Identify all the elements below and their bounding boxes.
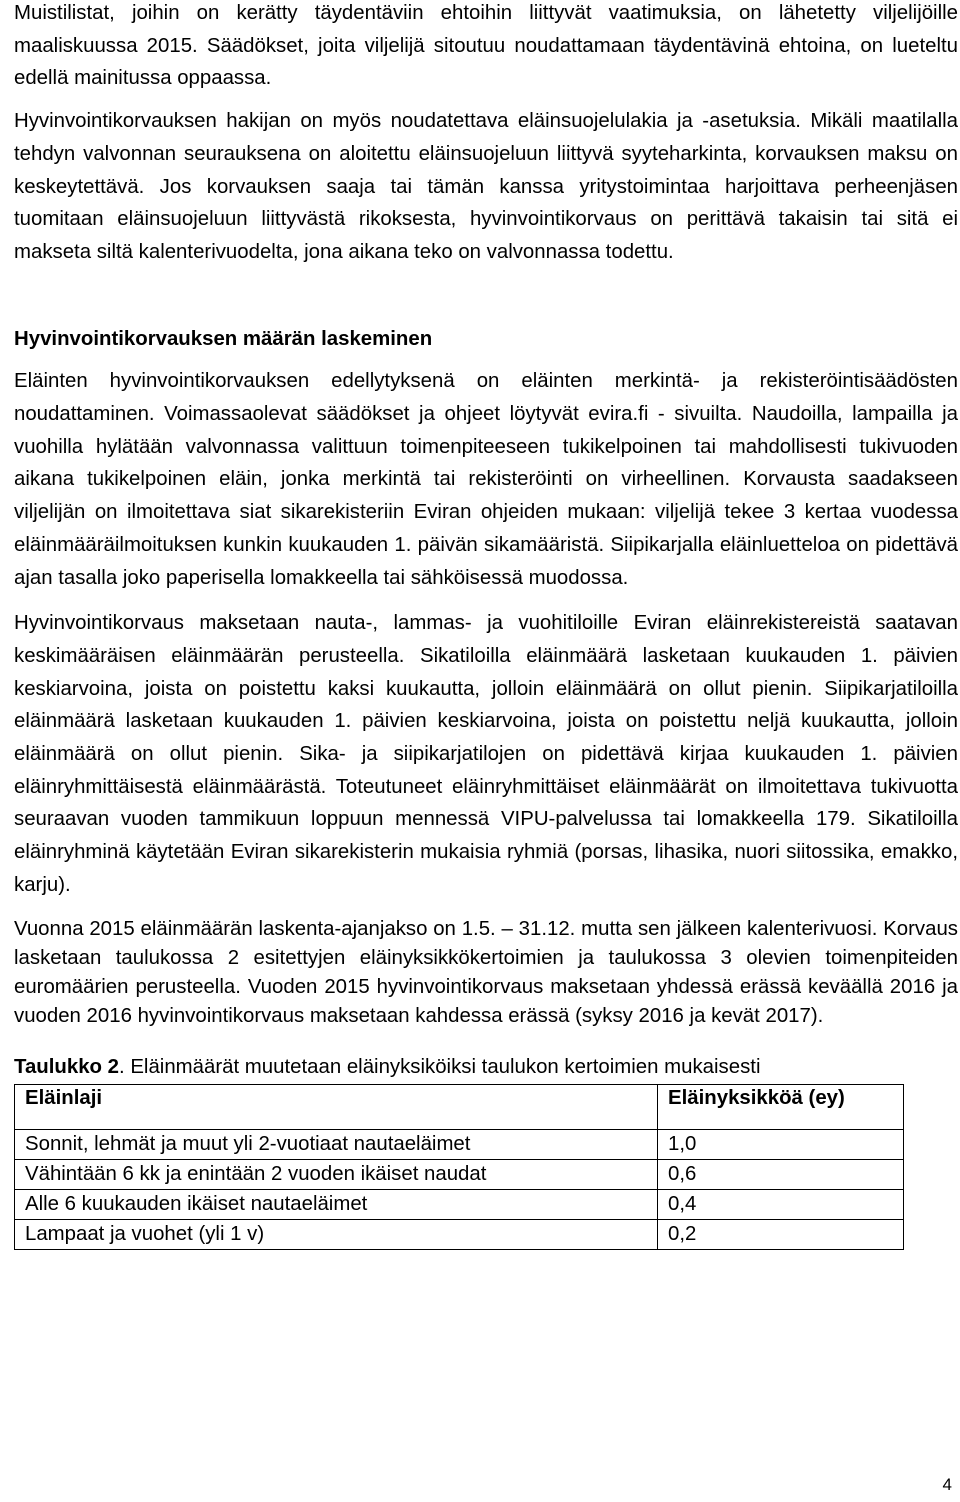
cell-animal-units: 0,6 — [658, 1159, 904, 1189]
paragraph-marking-registration: Eläinten hyvinvointikorvauksen edellytyksenä on eläinten merkintä- ja rekisteröintisäädösten noudattaminen. Voimassaolevat säädökset ja ohjeet löytyvät evira.fi - sivuilta. Naudoilla, lampailla ja vuohilla hylätään valvonnassa valittuun toimenpiteeseen tukikelpoinen tai mahdollisesti tukivuoden aikana tukikelpoinen eläin, jonka merkintä tai rekisteröinti on virheellinen. Korvausta saadakseen viljelijän on ilmoitettava siat sikarekisteriin Eviran ohjeiden mukaan: viljelijä tekee 3 kertaa vuodessa eläinmääräilmoituksen kunkin kuukauden 1. päivän sikamääristä. Siipikarjalla eläinluetteloa on pidettävä ajan tasalla joko paperisella lomakkeella tai sähköisessä muodossa. — [14, 370, 958, 589]
table-row — [15, 1189, 904, 1219]
table-caption-label: Taulukko 2 — [14, 1055, 119, 1078]
cell-animal-type: Sonnit, lehmät ja muut yli 2-vuotiaat nautaeläimet — [15, 1129, 658, 1159]
paragraph-animal-protection: Hyvinvointikorvauksen hakijan on myös noudatettava eläinsuojelulakia ja -asetuksia. Mikäli maatilalla tehdyn valvonnan seurauksena on aloitettu eläinsuojeluun liittyvä syyteharkinta, korvauksen maksu on keskeytettävä. Jos korvauksen saaja tai tämän kanssa yritystoimintaa harjoittava perheenjäsen tuomitaan eläinsuojeluun liittyvästä rikoksesta, hyvinvointikorvaus on perittävä takaisin tai sitä ei makseta siltä kalenterivuodelta, jona aikana teko on valvonnassa todettu. — [14, 110, 958, 263]
animal-unit-table — [14, 1084, 904, 1250]
header-animal-type: Eläinlaji — [15, 1084, 658, 1129]
cell-animal-units: 0,4 — [658, 1189, 904, 1219]
paragraph-checklists: Muistilistat, joihin on kerätty täydentäviin ehtoihin liittyvät vaatimuksia, on lähetetty viljelijöille maaliskuussa 2015. Säädökset, joita viljelijä sitoutuu noudattamaan täydentävinä ehtoina, on lueteltu edellä mainitussa oppaassa. — [14, 2, 958, 90]
header-animal-units: Eläinyksikköä (ey) — [658, 1084, 904, 1129]
paragraph-calculation-period: Vuonna 2015 eläinmäärän laskenta-ajanjakso on 1.5. – 31.12. mutta sen jälkeen kalenterivuosi. Korvaus lasketaan taulukossa 2 esitettyjen eläinyksikkökertoimien ja taulukossa 3 olevien toimenpiteiden euromäärien perusteella. Vuoden 2015 hyvinvointikorvaus maksetaan yhdessä erässä keväällä 2016 ja vuoden 2016 hyvinvointikorvaus maksetaan kahdessa erässä (syksy 2016 ja kevät 2017). — [14, 917, 958, 1027]
document-page — [14, 0, 958, 1250]
table-row — [15, 1129, 904, 1159]
cell-animal-units: 0,2 — [658, 1219, 904, 1249]
cell-animal-units: 1,0 — [658, 1129, 904, 1159]
page-number: 4 — [942, 1475, 952, 1494]
table-header-row — [15, 1084, 904, 1129]
section-heading: Hyvinvointikorvauksen määrän laskeminen — [14, 327, 433, 350]
table-row — [15, 1159, 904, 1189]
table-row — [15, 1219, 904, 1249]
cell-animal-type: Vähintään 6 kk ja enintään 2 vuoden ikäiset naudat — [15, 1159, 658, 1189]
paragraph-payment-basis: Hyvinvointikorvaus maksetaan nauta-, lammas- ja vuohitiloille Eviran eläinrekistereistä saatavan keskimääräisen eläinmäärän perusteella. Sikatiloilla eläinmäärä lasketaan kuukauden 1. päivien keskiarvoina, joista on poistettu kaksi kuukautta, jolloin eläinmäärä on ollut pienin. Siipikarjatiloilla eläinmäärä lasketaan kuukauden 1. päivien keskiarvoina, joista on poistettu neljä kuukautta, jolloin eläinmäärä on ollut pienin. Sika- ja siipikarjatilojen on pidettävä kirjaa kuukauden 1. päivien eläinryhmittäisestä eläinmäärästä. Toteutuneet eläinryhmittäiset eläinmäärät on ilmoitettava tukivuotta seuraavan vuoden tammikuun loppuun mennessä VIPU-palvelussa tai lomakkeella 179. Sikatiloilla eläinryhminä käytetään Eviran sikarekisterin mukaisia ryhmiä (porsas, lihasika, nuori siitossika, emakko, karju). — [14, 612, 958, 896]
cell-animal-type: Lampaat ja vuohet (yli 1 v) — [15, 1219, 658, 1249]
cell-animal-type: Alle 6 kuukauden ikäiset nautaeläimet — [15, 1189, 658, 1219]
table-caption-text: . Eläinmäärät muutetaan eläinyksiköiksi taulukon kertoimien mukaisesti — [119, 1055, 761, 1078]
table-caption — [14, 1053, 958, 1081]
